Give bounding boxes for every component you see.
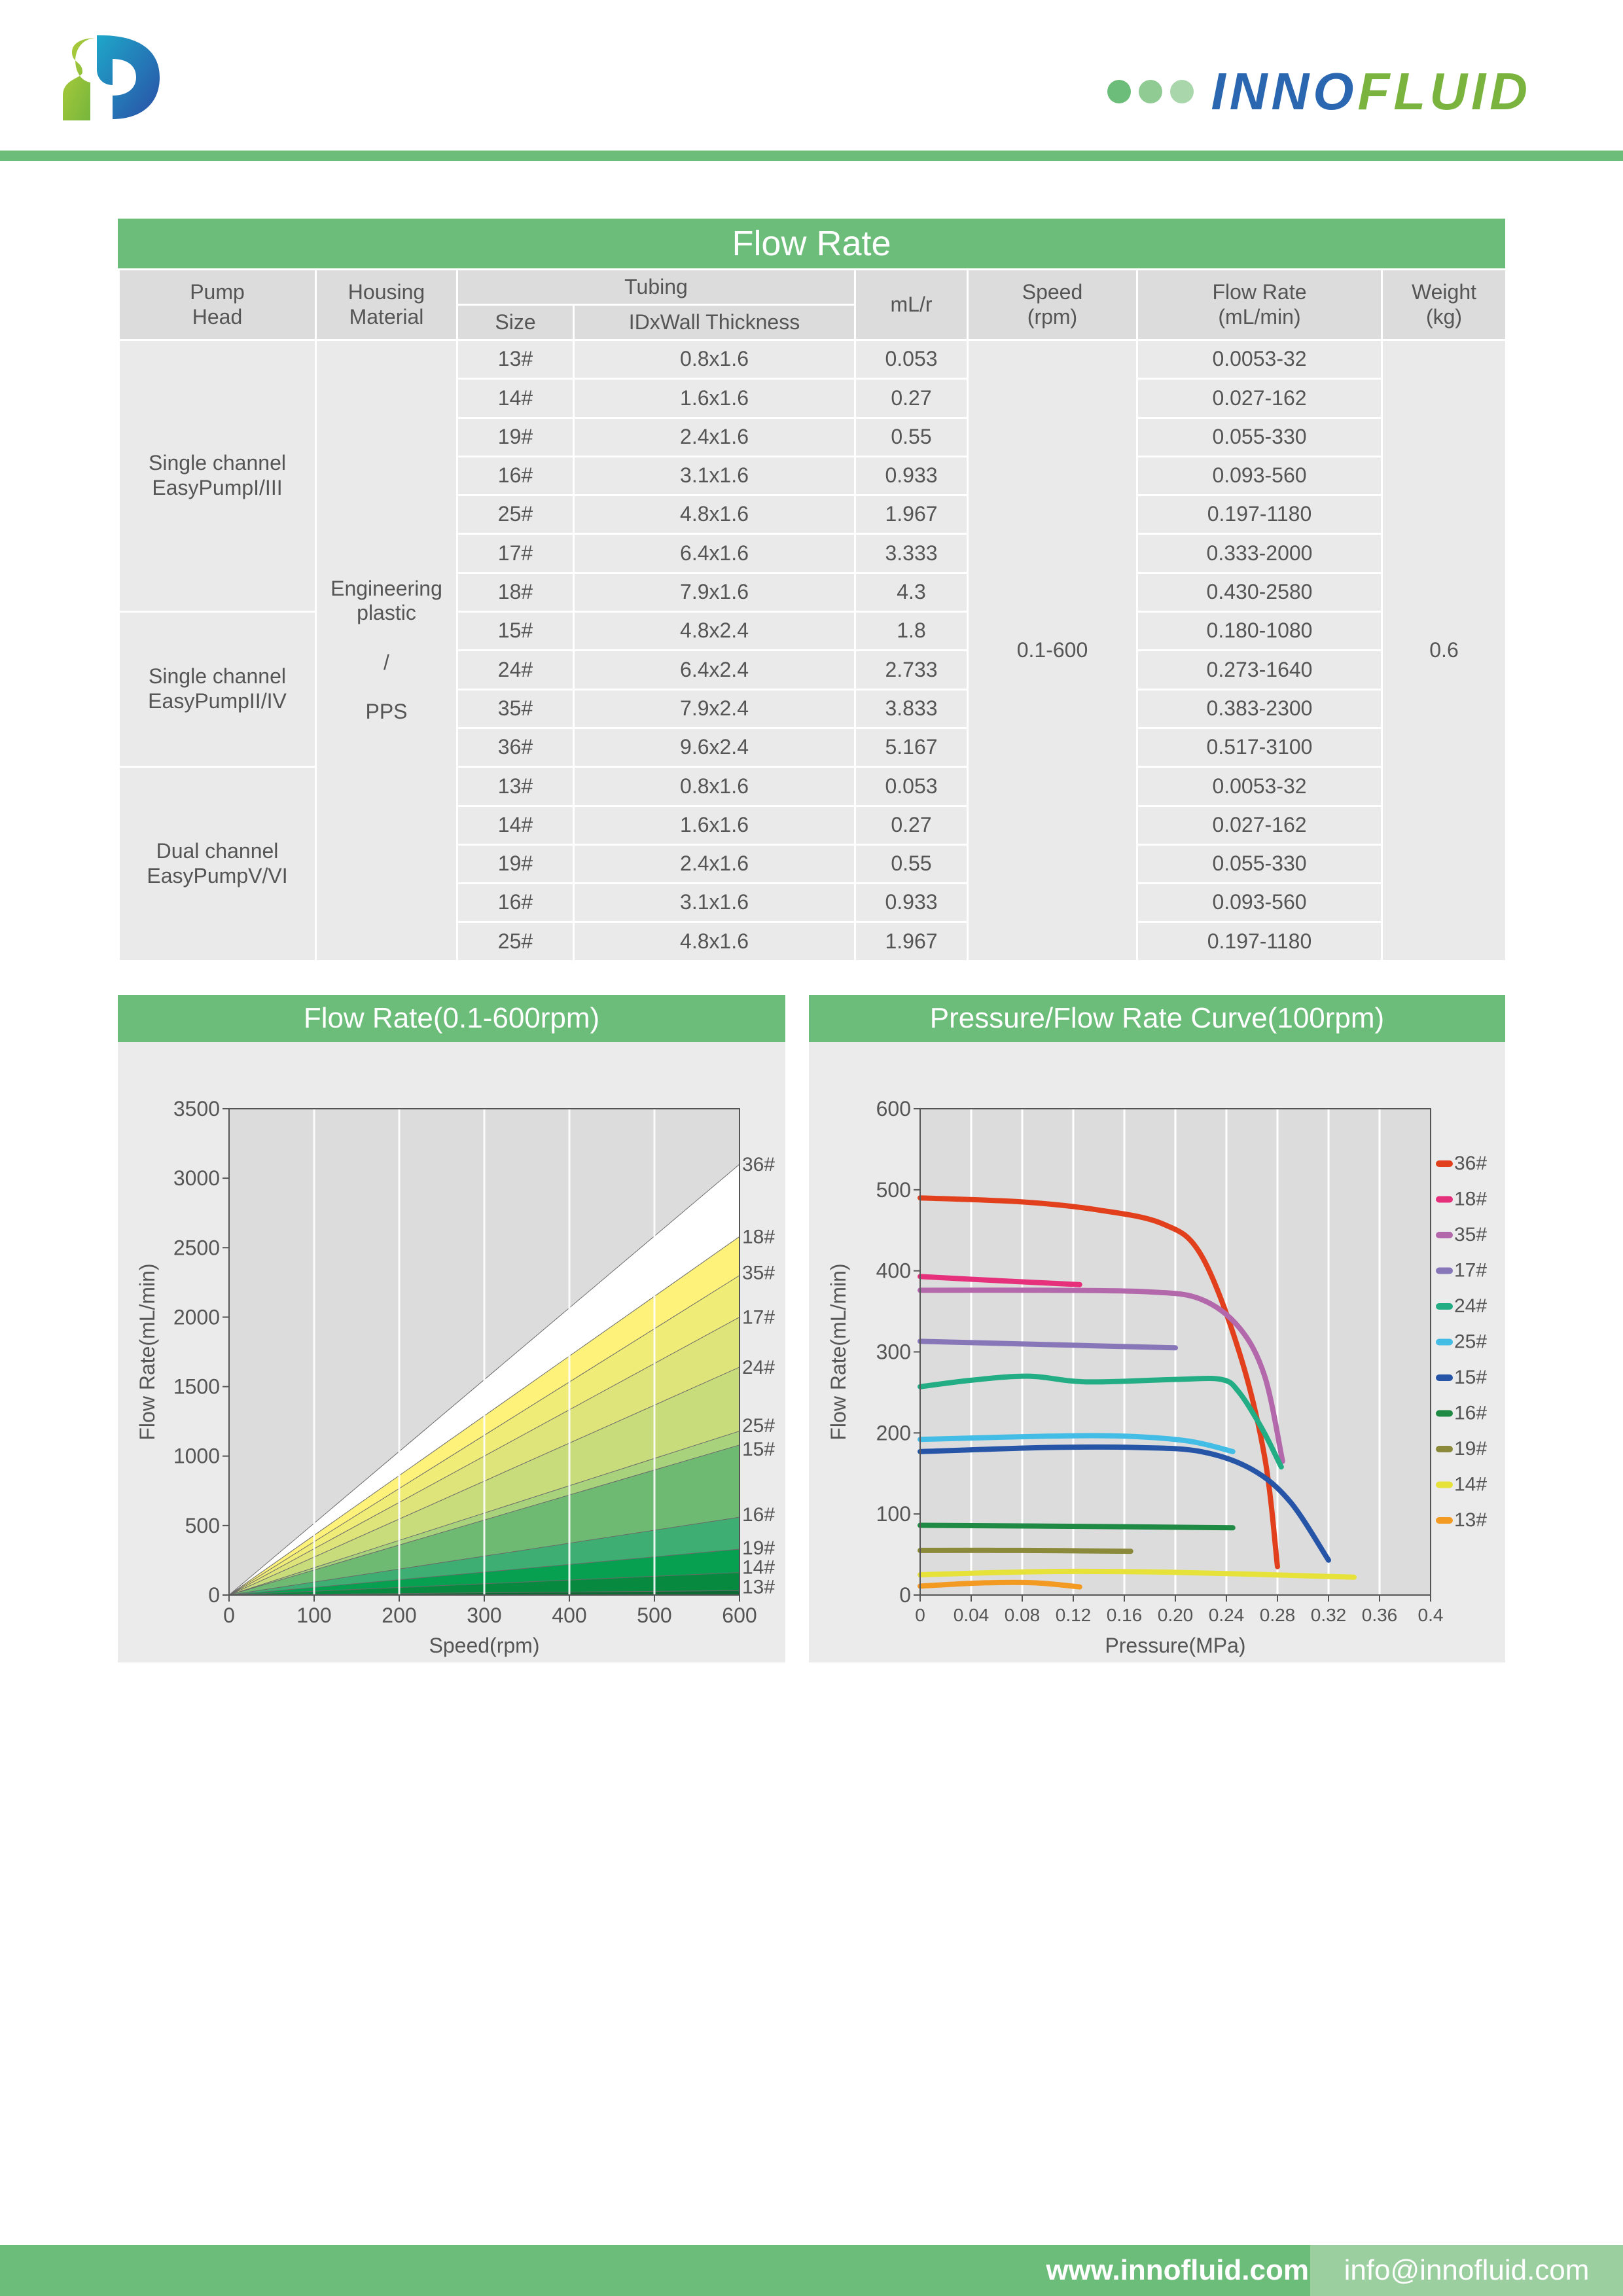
cell-flow: 0.055-330 xyxy=(1137,418,1382,456)
y-tick-label: 600 xyxy=(876,1097,911,1121)
series-label: 14# xyxy=(742,1556,776,1579)
legend-swatch xyxy=(1436,1410,1453,1417)
legend-label: 18# xyxy=(1454,1188,1488,1210)
x-tick-label: 0.04 xyxy=(953,1605,990,1625)
cell-mlr: 0.55 xyxy=(855,844,968,883)
x-tick-label: 0.12 xyxy=(1055,1605,1092,1625)
pump-head-cell: Dual channel EasyPumpV/VI xyxy=(119,767,316,961)
cell-mlr: 2.733 xyxy=(855,651,968,689)
legend-swatch xyxy=(1436,1374,1453,1381)
cell-idw: 4.8x1.6 xyxy=(574,495,855,534)
series-label: 19# xyxy=(742,1537,776,1559)
cell-idw: 7.9x2.4 xyxy=(574,689,855,728)
pressure-curve-panel xyxy=(809,995,1505,1662)
cell-idw: 0.8x1.6 xyxy=(574,767,855,806)
x-tick-label: 0.28 xyxy=(1259,1605,1296,1625)
cell-size: 18# xyxy=(457,573,574,611)
cell-idw: 9.6x2.4 xyxy=(574,728,855,766)
legend-label: 25# xyxy=(1454,1331,1488,1353)
flow-rate-chart-panel xyxy=(118,995,785,1662)
cell-flow: 0.517-3100 xyxy=(1137,728,1382,766)
x-axis-label: Speed(rpm) xyxy=(429,1634,540,1657)
x-tick-label: 0.20 xyxy=(1157,1605,1194,1625)
cell-mlr: 3.833 xyxy=(855,689,968,728)
x-tick-label: 0.24 xyxy=(1208,1605,1245,1625)
y-tick-label: 3000 xyxy=(173,1166,220,1191)
cell-flow: 0.027-162 xyxy=(1137,379,1382,418)
cell-size: 14# xyxy=(457,806,574,844)
chart-title: Flow Rate(0.1-600rpm) xyxy=(118,995,785,1042)
cell-size: 16# xyxy=(457,884,574,922)
cell-mlr: 0.053 xyxy=(855,340,968,379)
legend-swatch xyxy=(1436,1232,1453,1238)
cell-flow: 0.093-560 xyxy=(1137,456,1382,495)
legend-swatch xyxy=(1436,1196,1453,1203)
x-tick-label: 0.16 xyxy=(1106,1605,1143,1625)
speed-cell: 0.1-600 xyxy=(968,340,1137,961)
cell-size: 16# xyxy=(457,456,574,495)
y-tick-label: 2500 xyxy=(173,1236,220,1260)
weight-cell: 0.6 xyxy=(1382,340,1507,961)
header-tubing: Tubing xyxy=(457,270,855,305)
series-label: 25# xyxy=(742,1415,776,1437)
cell-idw: 6.4x2.4 xyxy=(574,651,855,689)
legend-label: 19# xyxy=(1454,1438,1488,1460)
y-tick-label: 0 xyxy=(208,1583,220,1607)
x-tick-label: 100 xyxy=(296,1604,332,1627)
legend-swatch xyxy=(1436,1160,1453,1167)
cell-flow: 0.0053-32 xyxy=(1137,767,1382,806)
cell-size: 13# xyxy=(457,767,574,806)
x-tick-label: 600 xyxy=(722,1604,757,1627)
legend-label: 17# xyxy=(1454,1259,1488,1282)
y-tick-label: 400 xyxy=(876,1259,911,1283)
x-tick-label: 0.08 xyxy=(1004,1605,1041,1625)
header-pump-head: Pump Head xyxy=(119,270,316,340)
header-speed: Speed (rpm) xyxy=(968,270,1137,340)
cell-idw: 1.6x1.6 xyxy=(574,379,855,418)
email-link[interactable]: info@innofluid.com xyxy=(1310,2245,1623,2296)
x-tick-label: 0.4 xyxy=(1418,1605,1444,1625)
cell-size: 24# xyxy=(457,651,574,689)
legend-swatch xyxy=(1436,1482,1453,1488)
website-link[interactable]: www.innofluid.com xyxy=(1046,2254,1309,2286)
y-tick-label: 2000 xyxy=(173,1305,220,1329)
y-tick-label: 500 xyxy=(185,1513,220,1537)
cell-flow: 0.333-2000 xyxy=(1137,534,1382,573)
x-axis-label: Pressure(MPa) xyxy=(1105,1634,1246,1657)
header-weight: Weight (kg) xyxy=(1382,270,1507,340)
cell-idw: 7.9x1.6 xyxy=(574,573,855,611)
innofluid-s-icon xyxy=(56,33,161,122)
cell-mlr: 1.8 xyxy=(855,612,968,651)
cell-flow: 0.430-2580 xyxy=(1137,573,1382,611)
header-flow-rate: Flow Rate (mL/min) xyxy=(1137,270,1382,340)
cell-mlr: 5.167 xyxy=(855,728,968,766)
cell-flow: 0.055-330 xyxy=(1137,844,1382,883)
cell-idw: 6.4x1.6 xyxy=(574,534,855,573)
legend-label: 15# xyxy=(1454,1367,1488,1388)
x-tick-label: 0.32 xyxy=(1310,1605,1347,1625)
cell-flow: 0.027-162 xyxy=(1137,806,1382,844)
header-rule xyxy=(0,151,1623,161)
legend-swatch xyxy=(1436,1268,1453,1274)
legend-swatch xyxy=(1436,1446,1453,1452)
brand-logo xyxy=(1107,62,1531,120)
cell-mlr: 0.27 xyxy=(855,379,968,418)
x-tick-label: 0.36 xyxy=(1361,1605,1398,1625)
cell-size: 14# xyxy=(457,379,574,418)
x-tick-label: 500 xyxy=(637,1604,672,1627)
y-tick-label: 0 xyxy=(899,1583,911,1607)
cell-idw: 0.8x1.6 xyxy=(574,340,855,379)
cell-size: 25# xyxy=(457,922,574,961)
brand-dot-icon xyxy=(1170,80,1194,103)
legend-swatch xyxy=(1436,1339,1453,1346)
header-id-wall: IDxWall Thickness xyxy=(574,305,855,340)
series-label: 15# xyxy=(742,1439,776,1461)
brand-wordmark: INNOFLUID xyxy=(1211,62,1531,120)
header-housing-material: Housing Material xyxy=(316,270,457,340)
header-size: Size xyxy=(457,305,574,340)
legend-label: 36# xyxy=(1454,1153,1488,1174)
cell-mlr: 3.333 xyxy=(855,534,968,573)
y-tick-label: 200 xyxy=(876,1421,911,1445)
cell-flow: 0.180-1080 xyxy=(1137,612,1382,651)
cell-idw: 3.1x1.6 xyxy=(574,456,855,495)
footer xyxy=(0,2245,1623,2296)
cell-size: 15# xyxy=(457,612,574,651)
legend-label: 35# xyxy=(1454,1224,1488,1246)
series-label: 16# xyxy=(742,1503,776,1526)
cell-idw: 4.8x1.6 xyxy=(574,922,855,961)
cell-mlr: 1.967 xyxy=(855,922,968,961)
cell-flow: 0.0053-32 xyxy=(1137,340,1382,379)
legend-swatch xyxy=(1436,1303,1453,1310)
pump-head-cell: Single channel EasyPumpI/III xyxy=(119,340,316,612)
cell-mlr: 4.3 xyxy=(855,573,968,611)
pump-head-cell: Single channel EasyPumpII/IV xyxy=(119,612,316,767)
series-label: 36# xyxy=(742,1153,776,1175)
cell-size: 19# xyxy=(457,418,574,456)
cell-size: 35# xyxy=(457,689,574,728)
line-16 xyxy=(920,1526,1233,1528)
cell-mlr: 0.933 xyxy=(855,456,968,495)
cell-size: 17# xyxy=(457,534,574,573)
y-axis-label: Flow Rate(mL/min) xyxy=(135,1263,159,1441)
cell-size: 36# xyxy=(457,728,574,766)
legend-swatch xyxy=(1436,1517,1453,1524)
table-row xyxy=(119,340,1507,379)
y-tick-label: 1000 xyxy=(173,1444,220,1468)
y-tick-label: 500 xyxy=(876,1177,911,1202)
cell-idw: 1.6x1.6 xyxy=(574,806,855,844)
housing-material-cell: Engineering plastic / PPS xyxy=(316,340,457,961)
x-tick-label: 0 xyxy=(223,1604,235,1627)
brand-dot-icon xyxy=(1107,80,1131,103)
y-tick-label: 3500 xyxy=(173,1097,220,1121)
y-tick-label: 300 xyxy=(876,1340,911,1364)
legend-label: 24# xyxy=(1454,1295,1488,1317)
cell-mlr: 0.55 xyxy=(855,418,968,456)
y-axis-label: Flow Rate(mL/min) xyxy=(827,1263,850,1441)
cell-flow: 0.093-560 xyxy=(1137,884,1382,922)
y-tick-label: 100 xyxy=(876,1502,911,1526)
series-label: 35# xyxy=(742,1262,776,1284)
cell-mlr: 0.933 xyxy=(855,884,968,922)
cell-idw: 2.4x1.6 xyxy=(574,844,855,883)
table-title: Flow Rate xyxy=(118,219,1505,268)
cell-flow: 0.273-1640 xyxy=(1137,651,1382,689)
x-tick-label: 0 xyxy=(915,1605,925,1625)
series-label: 24# xyxy=(742,1356,776,1378)
header-ml-per-rev: mL/r xyxy=(855,270,968,340)
legend-label: 14# xyxy=(1454,1473,1488,1496)
cell-idw: 4.8x2.4 xyxy=(574,612,855,651)
legend-label: 16# xyxy=(1454,1402,1488,1424)
cell-flow: 0.383-2300 xyxy=(1137,689,1382,728)
cell-mlr: 0.053 xyxy=(855,767,968,806)
flow-rate-area-chart xyxy=(118,1042,785,1662)
series-label: 13# xyxy=(742,1576,776,1598)
x-tick-label: 200 xyxy=(382,1604,417,1627)
cell-idw: 2.4x1.6 xyxy=(574,418,855,456)
cell-size: 19# xyxy=(457,844,574,883)
x-tick-label: 400 xyxy=(552,1604,587,1627)
y-tick-label: 1500 xyxy=(173,1374,220,1399)
flow-rate-table xyxy=(118,219,1505,962)
series-label: 17# xyxy=(742,1306,776,1329)
cell-mlr: 0.27 xyxy=(855,806,968,844)
cell-size: 13# xyxy=(457,340,574,379)
series-label: 18# xyxy=(742,1226,776,1248)
cell-flow: 0.197-1180 xyxy=(1137,922,1382,961)
legend-label: 13# xyxy=(1454,1509,1488,1531)
cell-mlr: 1.967 xyxy=(855,495,968,534)
brand-dot-icon xyxy=(1139,80,1162,103)
cell-flow: 0.197-1180 xyxy=(1137,495,1382,534)
cell-idw: 3.1x1.6 xyxy=(574,884,855,922)
cell-size: 25# xyxy=(457,495,574,534)
pressure-flow-line-chart xyxy=(809,1042,1505,1662)
x-tick-label: 300 xyxy=(467,1604,502,1627)
chart-title: Pressure/Flow Rate Curve(100rpm) xyxy=(809,995,1505,1042)
